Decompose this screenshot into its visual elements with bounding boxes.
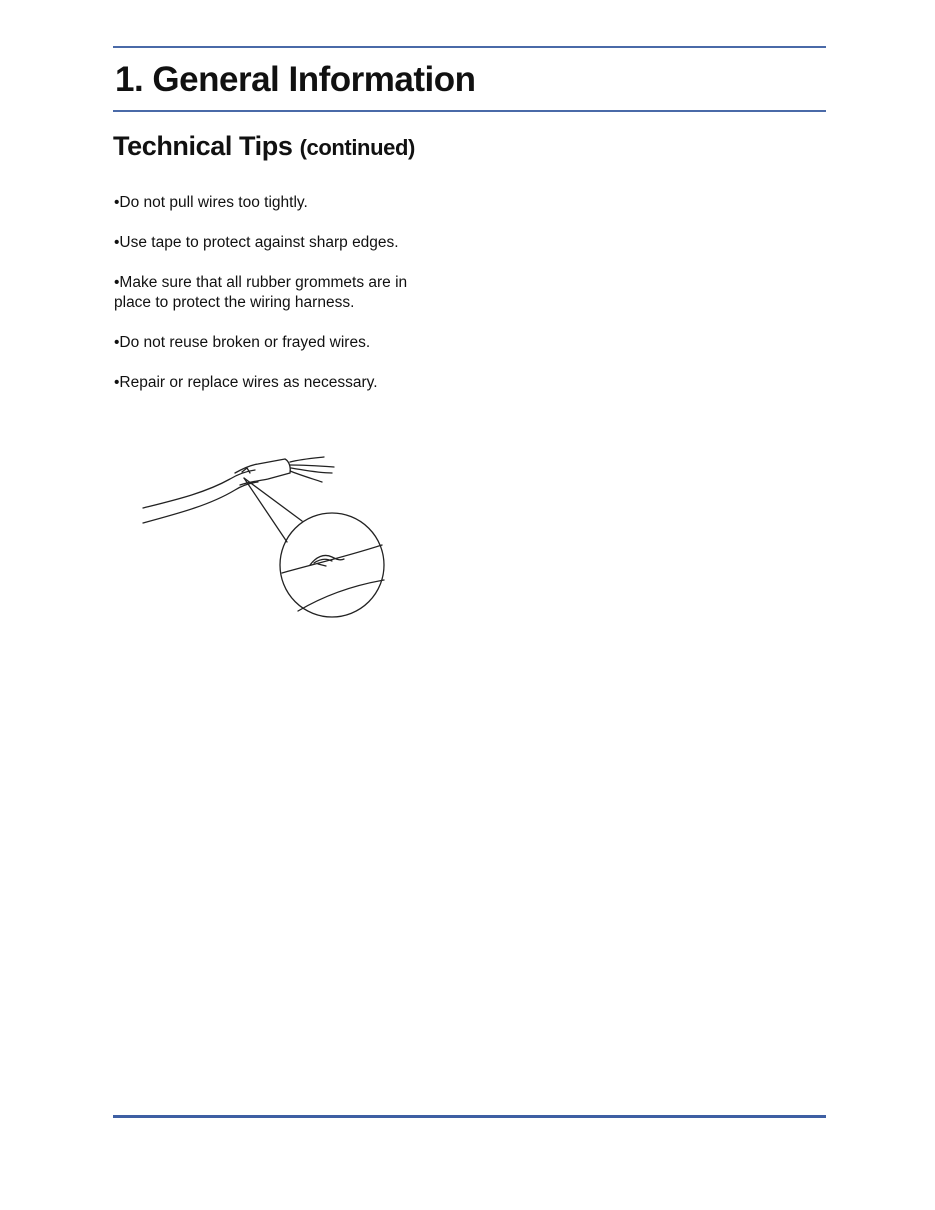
section-title bbox=[113, 128, 415, 166]
header-bottom-rule bbox=[113, 110, 826, 112]
tips-list bbox=[114, 193, 444, 413]
tip-item: •Use tape to protect against sharp edges. bbox=[114, 234, 399, 251]
frayed-wire-illustration-icon bbox=[140, 445, 390, 625]
tip-item: •Do not reuse broken or frayed wires. bbox=[114, 334, 371, 351]
chapter-title: 1. General Information bbox=[115, 60, 476, 99]
tip-item: •Repair or replace wires as necessary. bbox=[114, 374, 378, 391]
tip-item: •Do not pull wires too tightly. bbox=[114, 194, 308, 211]
header-top-rule bbox=[113, 46, 826, 48]
tip-item: •Make sure that all rubber grommets are in place to protect the wiring harness. bbox=[114, 274, 408, 311]
section-title-continued: (continued) bbox=[299, 135, 415, 160]
section-title-main: Technical Tips bbox=[113, 131, 293, 161]
footer-rule bbox=[113, 1115, 826, 1118]
